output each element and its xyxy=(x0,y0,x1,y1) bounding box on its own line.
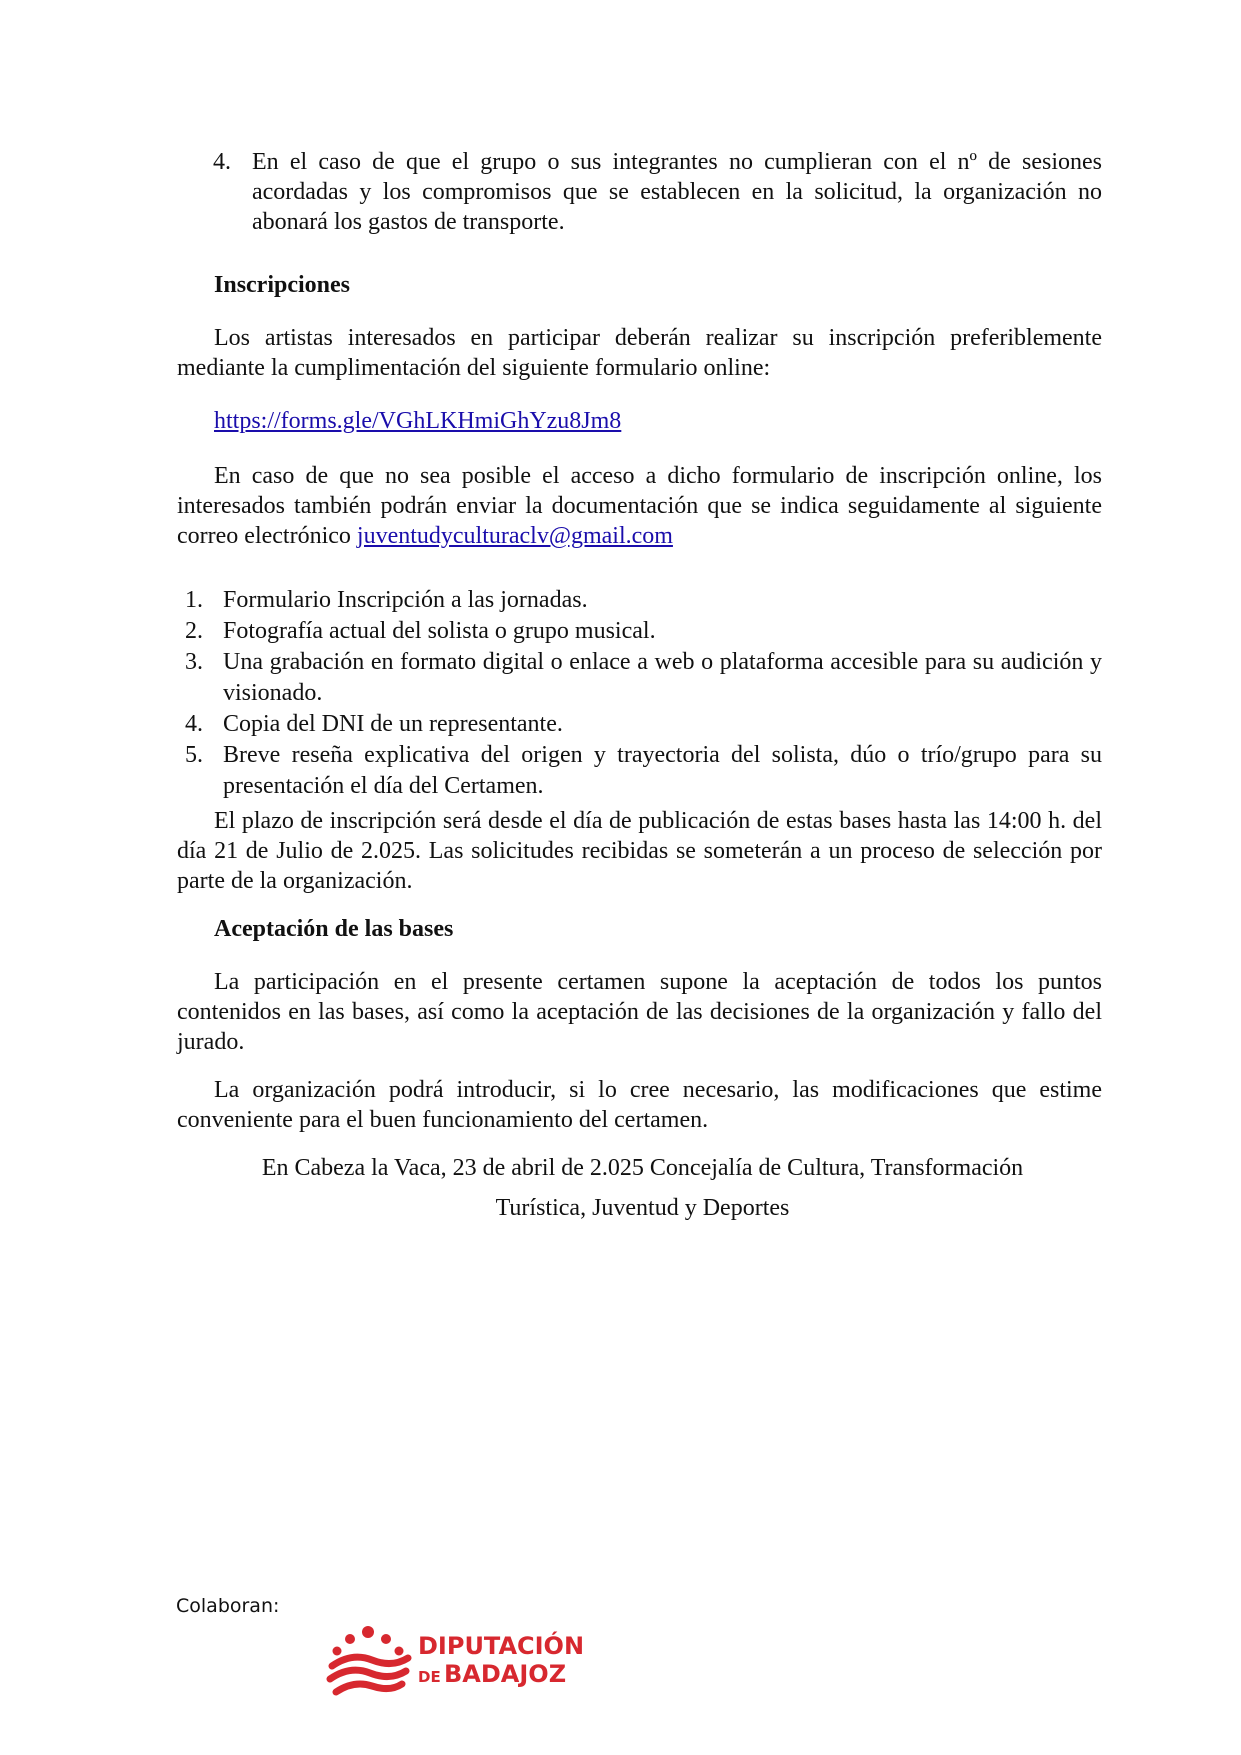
list-item xyxy=(177,647,1102,709)
signature-block xyxy=(190,1148,1095,1228)
logo-line-2-prefix: DE xyxy=(418,1668,441,1686)
deadline-paragraph: El plazo de inscripción será desde el día de publicación de estas bases hasta las 14:00 h. del día 21 de Julio de 2.025. Las solicitudes recibidas se someterán a un proceso de selección por parte de la organización. xyxy=(177,808,1102,894)
heading-inscripciones: Inscripciones xyxy=(214,272,351,298)
list-item-text: En el caso de que el grupo o sus integrantes no cumplieran con el nº de sesiones acordadas y los compromisos que se establecen en la solicitud, la organización no abonará los gastos de transporte. xyxy=(252,149,1102,235)
form-link[interactable]: https://forms.gle/VGhLKHmiGhYzu8Jm8 xyxy=(214,408,622,434)
diputacion-badajoz-logo xyxy=(328,1620,585,1702)
logo-line-2-main: BADAJOZ xyxy=(444,1660,567,1688)
aceptacion-paragraph-1: La participación en el presente certamen supone la aceptación de todos los puntos contenidos en las bases, así como la aceptación de las decisiones de la organización y fallo del jurado. xyxy=(177,969,1102,1055)
list-item xyxy=(177,616,1102,647)
list-item-text: Copia del DNI de un representante. xyxy=(223,711,563,737)
aceptacion-paragraph-2: La organización podrá introducir, si lo cree necesario, las modificaciones que estime conveniente para el buen funcionamiento del certamen. xyxy=(177,1077,1102,1133)
list-number: 2. xyxy=(185,618,203,644)
list-item xyxy=(177,585,1102,616)
list-item-text: Breve reseña explicativa del origen y trayectoria del solista, dúo o trío/grupo para su presentación el día del Certamen. xyxy=(223,742,1102,799)
list-item-text: Fotografía actual del solista o grupo musical. xyxy=(223,618,656,644)
logo-line-1: DIPUTACIÓN xyxy=(418,1632,585,1660)
list-number: 3. xyxy=(185,649,203,675)
list-item-text: Formulario Inscripción a las jornadas. xyxy=(223,587,588,613)
list-item xyxy=(177,740,1102,802)
diputacion-emblem-icon xyxy=(328,1620,585,1702)
alt-text: En caso de que no sea posible el acceso a dicho formulario de inscripción online, los interesados también podrán enviar la documentación que se indica seguidamente al siguiente correo electrónico xyxy=(177,463,1102,549)
list-item xyxy=(177,709,1102,740)
email-link[interactable]: juventudyculturaclv@gmail.com xyxy=(356,523,673,549)
documents-list xyxy=(177,585,1102,802)
signature-line-1: En Cabeza la Vaca, 23 de abril de 2.025 Concejalía de Cultura, Transformación xyxy=(261,1155,1024,1181)
inscripciones-intro: Los artistas interesados en participar deberán realizar su inscripción preferiblemente mediante la cumplimentación del siguiente formulario online: xyxy=(177,325,1102,381)
inscripciones-alt-paragraph xyxy=(177,461,1102,551)
list-number: 1. xyxy=(185,587,203,613)
form-link-row xyxy=(214,406,621,436)
colaboran-label: Colaboran: xyxy=(176,1595,280,1617)
signature-line-2: Turística, Juventud y Deportes xyxy=(495,1195,790,1221)
list-item-text: Una grabación en formato digital o enlace a web o plataforma accesible para su audición y visionado. xyxy=(223,649,1102,706)
heading-aceptacion: Aceptación de las bases xyxy=(214,916,454,942)
list-number: 4. xyxy=(213,149,231,175)
list-number: 5. xyxy=(185,742,203,768)
list-item-prev-4 xyxy=(213,147,1102,237)
list-number: 4. xyxy=(185,711,203,737)
